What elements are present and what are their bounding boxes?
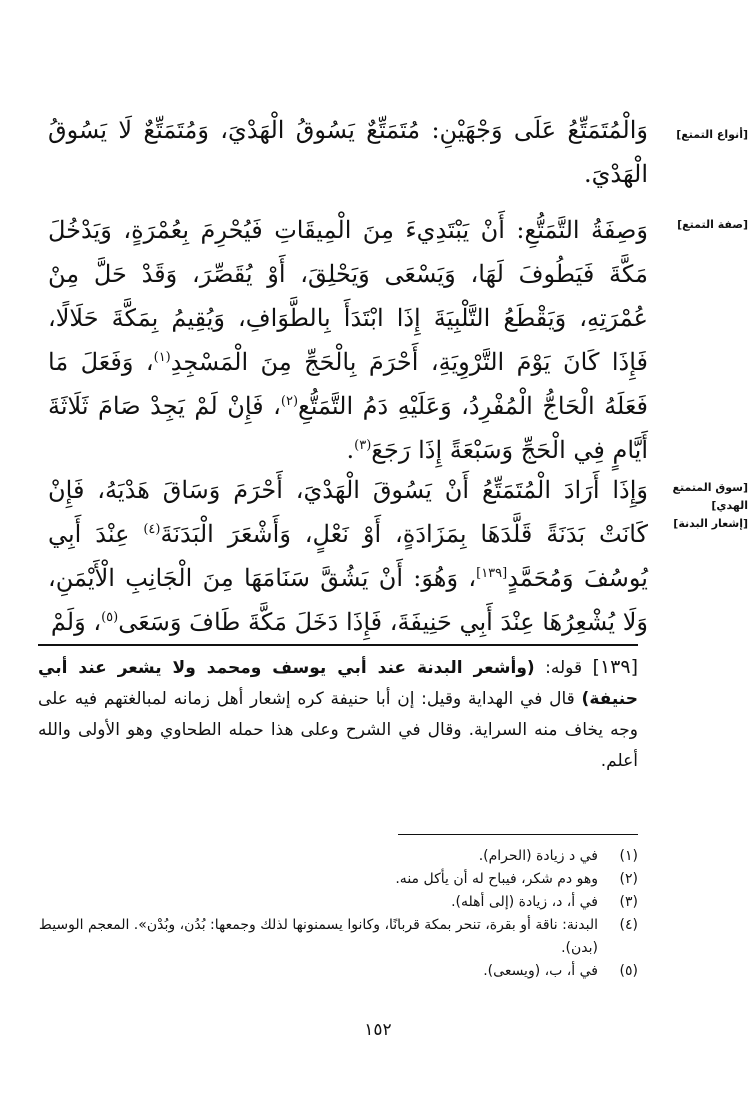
footnote-text: البدنة: ناقة أو بقرة، تنحر بمكة قربانًا، وكانوا يسمنونها لذلك وجمعها: بُدُن، وبُدْن». المعجم الوسيط (بدن). [38, 917, 598, 956]
commentary-139 [38, 652, 638, 777]
side-note-driving-sacrifice [656, 479, 748, 533]
side-note-types-of-tamattu [656, 126, 748, 144]
footnote-number: (٢) [619, 871, 638, 887]
commentary-divider [38, 644, 638, 646]
page-number: ١٥٢ [364, 1020, 392, 1040]
paragraph-description-part-d: . [346, 436, 355, 464]
side-note-description-of-tamattu [656, 216, 748, 234]
footnote-ref-1[interactable]: (١) [153, 350, 171, 365]
paragraph-driving-sacrifice [48, 468, 648, 644]
footnote-item [38, 868, 638, 891]
commentary-quote: (وأشعر البدنة عند أبي يوسف ومحمد ولا يشعر عند أبي حنيفة) [38, 658, 638, 709]
paragraph-driving-part-b: عِنْدَ أَبِي يُوسُفَ وَمُحَمَّدٍ [48, 520, 648, 592]
commentary-number: [١٣٩] [592, 656, 639, 678]
paragraph-types-text: وَالْمُتَمَتِّعُ عَلَى وَجْهَيْنِ: مُتَمَتِّعٌ يَسُوقُ الْهَدْيَ، وَمُتَمَتِّعٌ لَا يَسُوقُ الْهَدْيَ. [48, 116, 648, 188]
paragraph-description-part-b: ، وَفَعَلَ مَا فَعَلَهُ الْحَاجُّ الْمُفْرِدُ، وَعَلَيْهِ دَمُ التَّمَتُّعِ [48, 348, 649, 420]
side-note-description-text: [صفة التمتع] [677, 218, 748, 231]
footnotes-list [38, 845, 638, 983]
footnote-text: في د زيادة (الحرام). [478, 848, 598, 864]
footnote-text: وهو دم شكر، فيباح له أن يأكل منه. [395, 871, 598, 887]
footnote-number: (٣) [619, 894, 638, 910]
footnote-ref-5[interactable]: (٥) [101, 610, 119, 625]
side-note-driving-line2: الهدي] [711, 499, 748, 512]
footnotes-divider [398, 834, 638, 835]
side-note-types-text: [أنواع التمتع] [676, 128, 748, 141]
footnote-text: في أ، د، زيادة (إلى أهله). [451, 894, 598, 910]
footnote-ref-2[interactable]: (٢) [280, 394, 299, 409]
footnote-item [38, 845, 638, 868]
paragraph-driving-part-c: ، وَهُوَ: أَنْ يَشُقَّ سَنَامَهَا مِنَ الْجَانِبِ الْأَيْمَنِ، وَلَا يُشْعِرُهَا عِنْدَ أَبِي حَنِيفَةَ، فَإِذَا دَخَلَ مَكَّةَ طَافَ وَسَعَى [48, 564, 648, 636]
paragraph-description-part-a: وَصِفَةُ التَّمَتُّعِ: أَنْ يَبْتَدِيءَ مِنَ الْمِيقَاتِ فَيُحْرِمَ بِعُمْرَةٍ، وَيَدْخُلَ مَكَّةَ فَيَطُوفَ لَهَا، وَيَسْعَى وَيَحْلِقَ، أَوْ يُقَصِّرَ، وَقَدْ حَلَّ مِنْ عُمْرَتِهِ، وَيَقْطَعُ التَّلْبِيَةَ إِذَا ابْتَدَأَ بِالطَّوَافِ، وَيُقِيمُ بِمَكَّةَ حَلَالًا، فَإِذَا كَانَ يَوْمَ التَّرْوِيَةِ، أَحْرَمَ بِالْحَجِّ مِنَ الْمَسْجِدِ [48, 216, 648, 376]
footnote-number: (١) [619, 848, 638, 864]
footnote-item [38, 891, 638, 914]
footnote-number: (٤) [619, 917, 638, 933]
paragraph-description-part-c: ، فَإِنْ لَمْ يَجِدْ صَامَ ثَلَاثَةَ أَيَّامٍ فِي الْحَجِّ وَسَبْعَةً إِذَا رَجَعَ [48, 392, 648, 464]
paragraph-description [48, 208, 648, 472]
footnote-number: (٥) [619, 963, 638, 979]
footnote-item [38, 914, 638, 960]
side-note-marking: [إشعار البدنة] [673, 517, 748, 530]
footnote-ref-4[interactable]: (٤) [143, 522, 161, 537]
footnote-item [38, 960, 638, 983]
footnote-ref-3[interactable]: (٣) [354, 438, 372, 453]
side-note-driving-line1: [سوق المتمتع [672, 481, 748, 494]
paragraph-types [48, 108, 648, 196]
commentary-ref-139[interactable]: [١٣٩] [476, 566, 508, 581]
commentary-body: قال في الهداية وقيل: إن أبا حنيفة كره إشعار أهل زمانه لمبالغتهم فيه على وجه يخاف منه السراية. وقال في الشرح وعلى هذا حمله الطحاوي وهو الأولى والله أعلم. [38, 689, 638, 771]
paragraph-driving-part-d: ، وَلَمْ [50, 608, 102, 636]
paragraph-driving-part-a: وَإِذَا أَرَادَ الْمُتَمَتِّعُ أَنْ يَسُوقَ الْهَدْيَ، أَحْرَمَ وَسَاقَ هَدْيَهُ، فَإِنْ كَانَتْ بَدَنَةً قَلَّدَهَا بِمَزَادَةٍ، أَوْ نَعْلٍ، وَأَشْعَرَ الْبَدَنَةَ [48, 476, 648, 548]
footnote-text: في أ، ب، (ويسعى). [483, 963, 598, 979]
commentary-label: قوله: [545, 658, 583, 678]
